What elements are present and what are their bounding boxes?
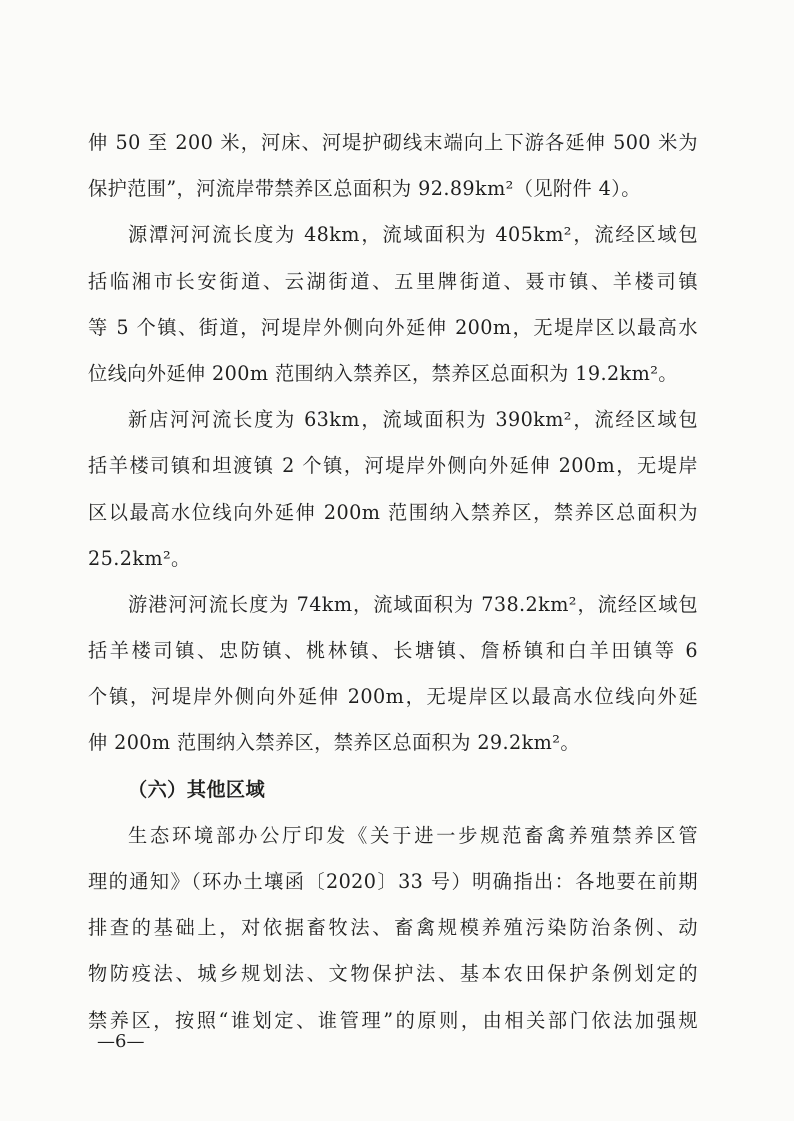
text-line: 括临湘市长安街道、云湖街道、五里牌街道、聂市镇、羊楼司镇 xyxy=(88,269,698,293)
text-line: 生态环境部办公厅印发《关于进一步规范畜禽养殖禁养区管 xyxy=(128,823,698,847)
paragraph-yougang-river xyxy=(88,582,698,767)
text-line: 源潭河河流长度为 48km，流域面积为 405km²，流经区域包 xyxy=(128,223,698,247)
text-line: 区以最高水位线向外延伸 200m 范围纳入禁养区，禁养区总面积为 xyxy=(88,500,698,524)
text-line: 理的通知》（环办土壤函〔2020〕33 号）明确指出：各地要在前期 xyxy=(88,870,698,893)
text-line: 位线向外延伸 200m 范围纳入禁养区，禁养区总面积为 19.2km²。 xyxy=(88,361,678,385)
text-line: 括羊楼司镇和坦渡镇 2 个镇，河堤岸外侧向外延伸 200m，无堤岸 xyxy=(88,454,698,478)
text-line: 括羊楼司镇、忠防镇、桃林镇、长塘镇、詹桥镇和白羊田镇等 6 xyxy=(88,639,698,663)
paragraph-notice xyxy=(88,813,698,1044)
document-body xyxy=(88,120,698,1044)
text-line: 等 5 个镇、街道，河堤岸外侧向外延伸 200m，无堤岸区以最高水 xyxy=(88,315,698,339)
section-heading: （六）其他区域 xyxy=(128,777,266,801)
paragraph-continued xyxy=(88,120,698,212)
text-line: 排查的基础上，对依据畜牧法、畜禽规模养殖污染防治条例、动 xyxy=(88,916,698,940)
text-line: 伸 50 至 200 米，河床、河堤护砌线末端向上下游各延伸 500 米为 xyxy=(88,131,698,154)
page-number: —6— xyxy=(97,1031,145,1052)
section-heading-other-areas xyxy=(88,767,698,813)
paragraph-yuantan-river xyxy=(88,212,698,397)
text-line: 游港河河流长度为 74km，流域面积为 738.2km²，流经区域包 xyxy=(128,592,698,616)
text-line: 保护范围”，河流岸带禁养区总面积为 92.89km²（见附件 4）。 xyxy=(88,177,641,201)
text-line: 个镇，河堤岸外侧向外延伸 200m，无堤岸区以最高水位线向外延 xyxy=(88,685,698,709)
text-line: 新店河河流长度为 63km，流域面积为 390km²，流经区域包 xyxy=(128,408,698,432)
paragraph-xindian-river xyxy=(88,397,698,582)
text-line: 伸 200m 范围纳入禁养区，禁养区总面积为 29.2km²。 xyxy=(88,731,580,755)
text-line: 物防疫法、城乡规划法、文物保护法、基本农田保护条例划定的 xyxy=(88,962,698,986)
text-line: 25.2km²。 xyxy=(88,546,191,570)
text-line: 禁养区，按照“谁划定、谁管理”的原则，由相关部门依法加强规 xyxy=(88,1008,698,1032)
